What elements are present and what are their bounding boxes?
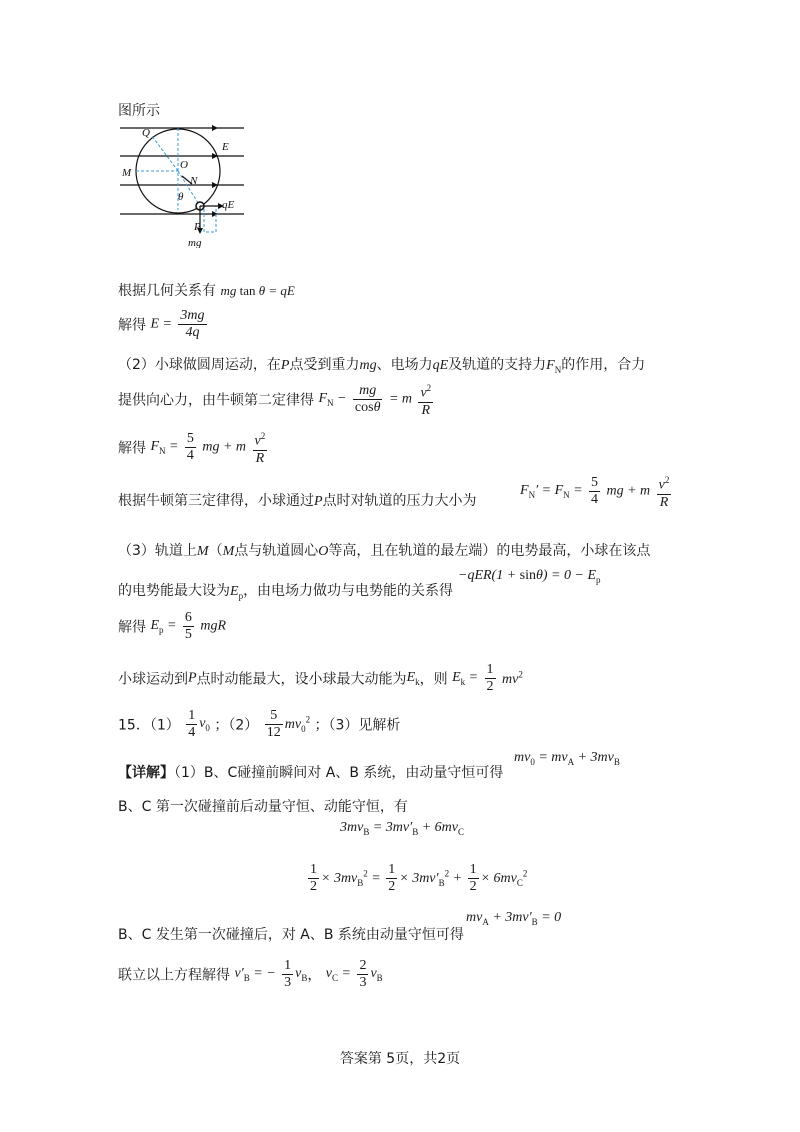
q15-line4: 联立以上方程解得 $v'_B$ = − $\frac{1}{3}$ $v_B$， $v_C$ = $\frac{2}{3}$ $v_B$ bbox=[118, 958, 383, 990]
part1-line2: 解得 E = $\frac{3mg}{4q}$ bbox=[118, 308, 205, 340]
label-mg: mg bbox=[188, 237, 202, 248]
part2-para3: 解得 $F_N$ = $\frac{5}{4}$ mg + m $\frac{v^2}{R}$ bbox=[118, 430, 266, 466]
q15-eq-momentum: $3mv_B = 3mv'_B + 6mv_C$ bbox=[340, 820, 464, 837]
part2-para2: 提供向心力，由牛顿第二定律得 $F_N$ − $\frac{mg}{\cos\theta}$ = m $\frac{v^2}{R}$ bbox=[118, 382, 432, 418]
label-q: Q bbox=[142, 127, 150, 139]
label-qe: qE bbox=[222, 199, 235, 211]
part2-para1: （2）小球做圆周运动，在P点受到重力mg、电场力qE及轨道的支持力$F_N$的作用，合力 bbox=[118, 357, 646, 375]
label-e: E bbox=[222, 141, 229, 153]
part3-para1: （3）轨道上M（M点与轨道圆心O等高，且在轨道的最左端）的电势最高，小球在该点 bbox=[118, 543, 651, 559]
page-footer: 答案第 5页，共2页 bbox=[339, 1051, 461, 1067]
q15-line3: B、C 发生第一次碰撞后，对 A、B 系统由动量守恒可得 bbox=[118, 927, 464, 943]
part3-para2: 的电势能最大设为$E_p$，由电场力做功与电势能的关系得 bbox=[118, 583, 454, 601]
label-n: N bbox=[190, 175, 198, 187]
q15-detail: 【详解】（1）B、C碰撞前瞬间对 A、B 系统，由动量守恒可得 bbox=[118, 765, 504, 781]
q15-header: 15．（1） $\frac{1}{4}$ $v_0$ ；（2） $\frac{5}{12}$ $mv_0^2$ ；（3）见解析 bbox=[118, 708, 401, 740]
label-o: O bbox=[180, 159, 188, 171]
figure-caption: 图所示 bbox=[118, 103, 160, 119]
q15-eq-energy: $\frac{1}{2}$ × $3mv_B^2$ = $\frac{1}{2}$ × $3mv'_B^2$ + $\frac{1}{2}$ × $6mv_C^2$ bbox=[310, 862, 528, 894]
q15-momentum-formula: $mv_0 = mv_A + 3mv_B$ bbox=[514, 750, 620, 767]
part2-para4: 根据牛顿第三定律得，小球通过P点时对轨道的压力大小为 bbox=[118, 493, 477, 509]
part3-energy-formula: $-qER(1 + \sin\theta) = 0 - E_p$ bbox=[458, 568, 601, 585]
part3-para3: 解得 $E_p$ = $\frac{6}{5}$ mgR bbox=[118, 610, 227, 642]
part1-line1: 根据几何关系有 mg tan θ = qE bbox=[118, 283, 295, 299]
q15-line2: B、C 第一次碰撞前后动量守恒、动能守恒，有 bbox=[118, 799, 408, 815]
label-p: P bbox=[194, 221, 201, 233]
q15-eq-after: $mv_A + 3mv'_B = 0$ bbox=[466, 910, 562, 927]
label-m: M bbox=[122, 167, 132, 179]
label-theta: θ bbox=[178, 191, 184, 203]
physics-figure bbox=[112, 118, 252, 248]
part2-pressure-formula: $F_N' = F_N$ = $\frac{5}{4}$ mg + m $\frac{v^2}{R}$ bbox=[520, 474, 670, 510]
part3-para4: 小球运动到P点时动能最大，设小球最大动能为$E_k$，则 $E_k$ = $\frac{1}{2}$ $mv^2$ bbox=[118, 662, 523, 694]
